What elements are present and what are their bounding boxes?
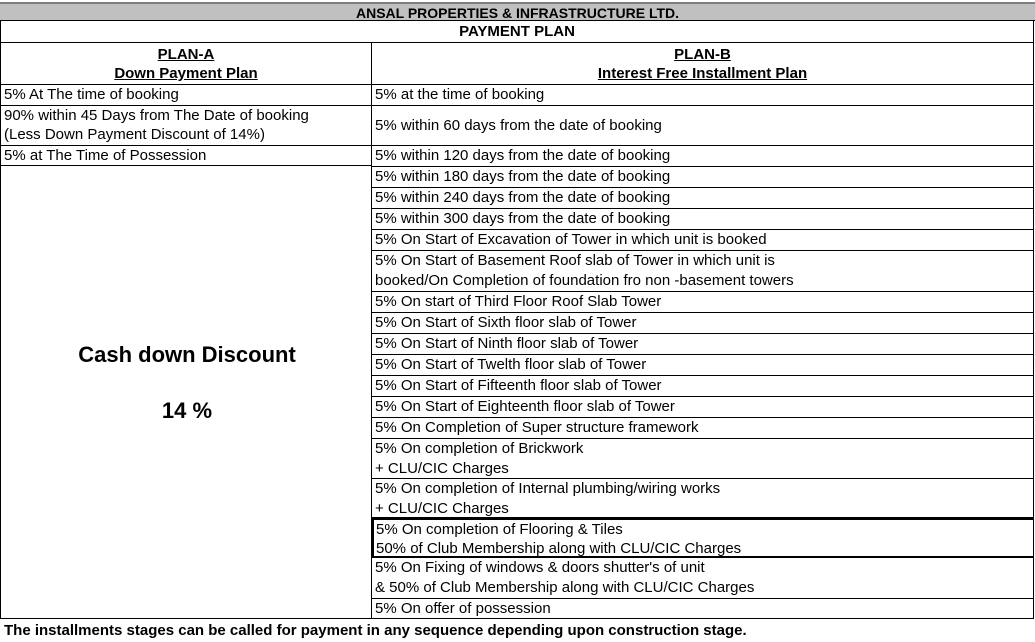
plan-b-row (372, 167, 1034, 188)
plan-a-row-text: (Less Down Payment Discount of 14%) (4, 126, 265, 143)
plan-b-header (372, 43, 1034, 85)
plan-b-row (372, 85, 1034, 106)
plan-b-row (372, 439, 1034, 479)
plan-b-row-text: 5% On completion of Internal plumbing/wiring works (375, 480, 721, 497)
plan-b-row (372, 209, 1034, 230)
plan-b-row-text: 5% On Start of Basement Roof slab of Tower in which unit is (375, 252, 775, 269)
plan-b-row-text: 5% On offer of possession (375, 600, 551, 617)
plan-b-row (372, 518, 1034, 558)
plan-b-row (372, 106, 1034, 146)
plan-b-row (372, 230, 1034, 251)
plan-a-header (0, 43, 372, 85)
plan-b-row-text: 5% within 120 days from the date of booking (375, 147, 671, 164)
plan-a-row (0, 146, 372, 166)
plan-a-row-text: 5% At The time of booking (4, 86, 179, 103)
plan-a-row (0, 85, 372, 106)
plan-b-row-text: 5% On Start of Ninth floor slab of Tower (375, 335, 639, 352)
plan-b-row-text: 5% within 60 days from the date of booking (375, 116, 662, 134)
plan-b-name: PLAN-B (674, 46, 731, 63)
plan-b-subtitle: Interest Free Installment Plan (597, 65, 808, 82)
plan-b-row (372, 479, 1034, 518)
plan-b-row-text: 5% On Completion of Super structure framework (375, 419, 699, 436)
plan-b-row-text: + CLU/CIC Charges (375, 460, 509, 477)
company-name: ANSAL PROPERTIES & INFRASTRUCTURE LTD. (0, 2, 1035, 21)
page-title: PAYMENT PLAN (0, 21, 1034, 43)
plan-a-subtitle: Down Payment Plan (114, 65, 258, 82)
plan-b-row (372, 355, 1034, 376)
plan-b-row (372, 418, 1034, 439)
plan-b-row-text: 50% of Club Membership along with CLU/CIC Charges (376, 540, 742, 557)
plan-b-row-text: 5% On Start of Eighteenth floor slab of Tower (375, 398, 675, 415)
plan-b-row (372, 397, 1034, 418)
plan-b-row-text: 5% within 300 days from the date of booking (375, 210, 671, 227)
plan-b-row-text: 5% On start of Third Floor Roof Slab Tower (375, 293, 662, 310)
cash-down-discount-cell (0, 166, 372, 619)
plan-b-row (372, 334, 1034, 355)
plan-a-row (0, 106, 372, 146)
plan-b-row (372, 599, 1034, 619)
plan-b-row-text: 5% On Start of Twelth floor slab of Tower (375, 356, 647, 373)
cash-down-discount-label: Cash down Discount (78, 342, 296, 367)
plan-b-row-text: 5% On Fixing of windows & doors shutter's of unit (375, 559, 705, 576)
plan-b-row (372, 251, 1034, 292)
plan-b-row-text: 5% at the time of booking (375, 86, 545, 103)
plan-b-row (372, 376, 1034, 397)
plan-b-row-text: & 50% of Club Membership along with CLU/CIC Charges (375, 579, 755, 596)
plan-b-row-text: 5% On Start of Excavation of Tower in which unit is booked (375, 231, 767, 248)
plan-a-row-text: 90% within 45 Days from The Date of booking (4, 107, 309, 124)
plan-b-row-text: 5% On completion of Flooring & Tiles (376, 521, 623, 538)
plan-b-row (372, 313, 1034, 334)
plan-b-row (372, 558, 1034, 599)
plan-b-row-text: 5% On Start of Sixth floor slab of Tower (375, 314, 637, 331)
plan-b-row-text: + CLU/CIC Charges (375, 500, 509, 517)
plan-b-row-text: 5% On Start of Fifteenth floor slab of Tower (375, 377, 662, 394)
cash-down-discount-value: 14 % (161, 398, 213, 423)
plan-b-row (372, 292, 1034, 313)
plan-b-row-text: 5% within 180 days from the date of booking (375, 168, 671, 185)
footer-note: The installments stages can be called for payment in any sequence depending upon construction stage. (4, 622, 747, 639)
plan-b-row-text: booked/On Completion of foundation fro non -basement towers (375, 272, 794, 289)
plan-b-row-text: 5% On completion of Brickwork (375, 440, 584, 457)
plan-b-row (372, 146, 1034, 167)
plan-a-row-text: 5% at The Time of Possession (4, 147, 207, 164)
plan-b-row-text: 5% within 240 days from the date of booking (375, 189, 671, 206)
plan-b-row (372, 188, 1034, 209)
plan-a-name: PLAN-A (157, 46, 215, 63)
